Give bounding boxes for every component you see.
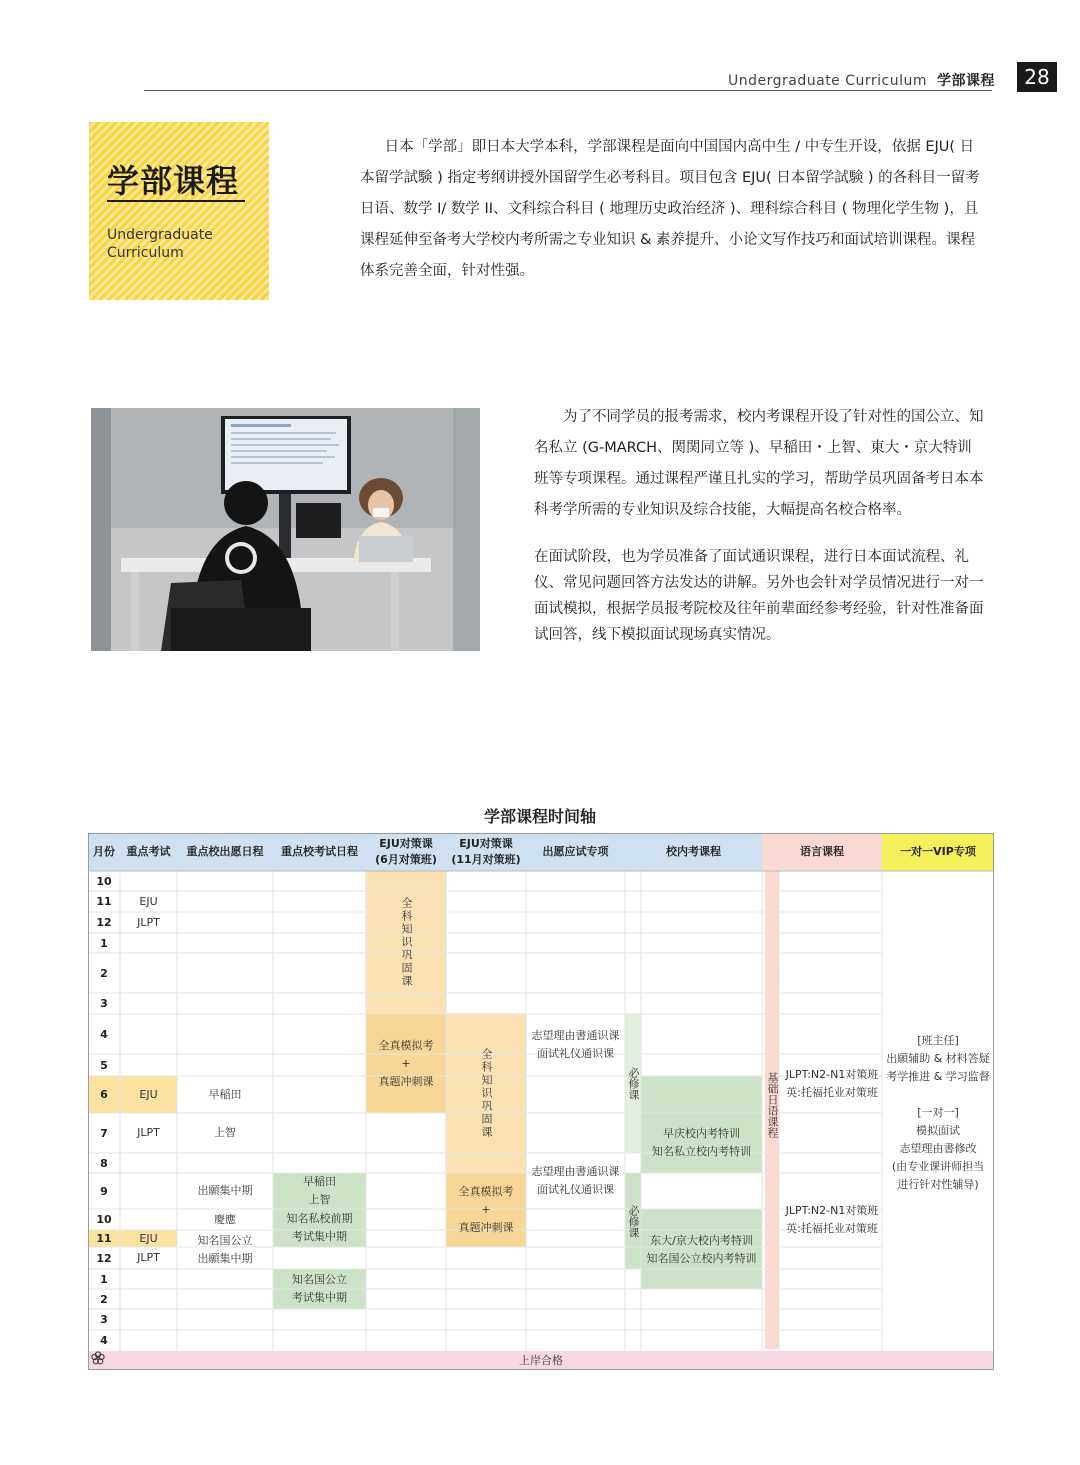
month-cell: 5 (100, 1058, 108, 1072)
month-cell: 1 (100, 936, 108, 950)
header-language: 语言课程 (800, 845, 844, 858)
month-cell: 3 (100, 1313, 108, 1326)
eju-june-knowledge: 全科知识巩固课 (400, 897, 413, 988)
month-cell: 11 (96, 895, 112, 908)
paragraph-school-exam: 为了不同学员的报考需求，校内考课程开设了针对性的国公立、知名私立 (G-MARCH、関関同立等 )、早稲田・上智、東大・京大特训班等专项课程。通过课程严谨且扎实的学习，帮助学员巩固备考日本本科考学所需的专业知识及综合技能，大幅提高名校合格率。 (534, 409, 984, 518)
month-cell: 10 (96, 874, 112, 888)
apply-schedule-cell: 出願集中期 (197, 1184, 253, 1197)
key-exam-cell: JLPT (137, 1126, 160, 1139)
eju-june-mock: 全真模拟考 + 真题冲刺课 (378, 1038, 434, 1088)
month-cell: 4 (100, 1027, 108, 1041)
key-exam-cell: EJU (139, 1087, 158, 1101)
header-title-cn: 学部课程 (937, 73, 996, 89)
badge-title-en: Undergraduate Curriculum (107, 227, 213, 261)
month-cell: 12 (96, 1251, 112, 1265)
eju-november-knowledge: 全科知识巩固课 (480, 1048, 493, 1139)
timeline-title: 学部课程时间轴 (483, 807, 596, 826)
header-title-en: Undergraduate Curriculum (728, 73, 928, 89)
month-cell: 4 (100, 1334, 108, 1347)
month-cell: 12 (96, 916, 112, 929)
month-cell: 9 (100, 1184, 108, 1198)
month-cell: 7 (100, 1126, 108, 1140)
school-exam-national: 东大/京大校内考特训 知名国公立校内考特训 (646, 1233, 757, 1265)
header-exam-schedule: 重点校考试日程 (281, 845, 358, 858)
exam-schedule-cell: 早稲田 上智 (303, 1175, 336, 1206)
month-cell: 10 (96, 1213, 112, 1226)
header-apply-schedule: 重点校出愿日程 (186, 845, 264, 858)
month-cell: 6 (100, 1088, 108, 1101)
month-cell: 1 (100, 1272, 108, 1286)
timeline-table (88, 833, 994, 1370)
header-rule (144, 90, 992, 91)
school-exam-private: 早庆校内考特训 知名私立校内考特训 (652, 1127, 751, 1158)
header-school-exam: 校内考课程 (666, 845, 721, 858)
flower-icon (91, 1351, 105, 1365)
vip-cell: [班主任] 出願辅助 & 材料答疑 考学推进 & 学习监督 [一对一] 模拟面试 志望理由書修改 (由专业课讲师担当 进行针对性辅导) (886, 1034, 990, 1191)
apply-schedule-cell: 早稲田 (208, 1087, 242, 1101)
key-exam-cell: JLPT (137, 915, 160, 929)
page-number: 28 (1017, 62, 1057, 92)
language-cell: JLPT:N2-N1对策班 英:托福托业对策班 (785, 1204, 879, 1235)
apply-special-cell: 志望理由書通识课 面试礼仪通识课 (531, 1029, 620, 1060)
footer-label: 上岸合格 (519, 1353, 563, 1367)
timeline-footer (88, 1351, 994, 1370)
month-cell: 2 (100, 966, 108, 980)
intro-paragraph: 日本「学部」即日本大学本科，学部课程是面向中国国内高中生 / 中专生开设，依据 EJU( 日本留学試験 ) 指定考纲讲授外国留学生必考科目。项目包含 EJU( 日本留学試験 ) 的各科目一留考日语、数学 I/ 数学 II、文科综合科目 ( 地理历史政治经济 )、理科综合科目 ( 物理化学生物 )，且课程延伸至备考大学校内考所需之专业知识 & 素养提升、小论文写作技巧和面试培训课程。课程体系完善全面，针对性强。 (360, 139, 980, 279)
eju-november-mock: 全真模拟考 + 真题冲刺课 (458, 1185, 514, 1234)
apply-schedule-cell: 知名国公立 出願集中期 (197, 1233, 253, 1265)
must-course-1: 必修课 (627, 1067, 640, 1100)
header-apply-special: 出愿应试专项 (542, 845, 609, 858)
month-cell: 8 (100, 1156, 108, 1170)
exam-schedule-cell: 知名国公立 考试集中期 (292, 1273, 347, 1304)
month-cell: 11 (96, 1232, 112, 1245)
header-vip: 一对一VIP专项 (900, 845, 976, 858)
header-key-exam: 重点考试 (126, 845, 171, 858)
apply-schedule-cell: 上智 (214, 1126, 236, 1139)
key-exam-cell: EJU (139, 894, 158, 908)
key-exam-cell: EJU (139, 1231, 158, 1245)
language-cell: JLPT:N2-N1对策班 英:托福托业对策班 (785, 1067, 879, 1099)
exam-schedule-cell: 知名私校前期 考试集中期 (286, 1212, 353, 1243)
section-badge (89, 122, 269, 300)
key-exam-cell: JLPT (137, 1251, 160, 1264)
month-cell: 3 (100, 997, 108, 1010)
header-month: 月份 (93, 845, 115, 858)
running-header (728, 70, 995, 90)
language-basic: 基础日语课程 (766, 1071, 779, 1138)
header-eju-june: EJU对策课 (6月对策班) (375, 837, 437, 866)
badge-underline (107, 200, 245, 202)
header-eju-november: EJU对策课 (11月对策班) (451, 837, 521, 866)
month-cell: 2 (100, 1292, 108, 1306)
must-course-2: 必修课 (627, 1204, 640, 1238)
badge-title-cn: 学部课程 (107, 162, 240, 200)
apply-schedule-cell: 慶應 (214, 1212, 236, 1226)
classroom-photo (91, 408, 480, 651)
apply-special-cell: 志望理由書通识课 面试礼仪通识课 (531, 1165, 620, 1196)
paragraph-interview: 在面试阶段，也为学员准备了面试通识课程，进行日本面试流程、礼仪、常见问题回答方法发达的讲解。另外也会针对学员情况进行一对一面试模拟，根据学员报考院校及往年前辈面经参考经验，针对性准备面试回答，线下模拟面试现场真实情况。 (534, 549, 984, 643)
